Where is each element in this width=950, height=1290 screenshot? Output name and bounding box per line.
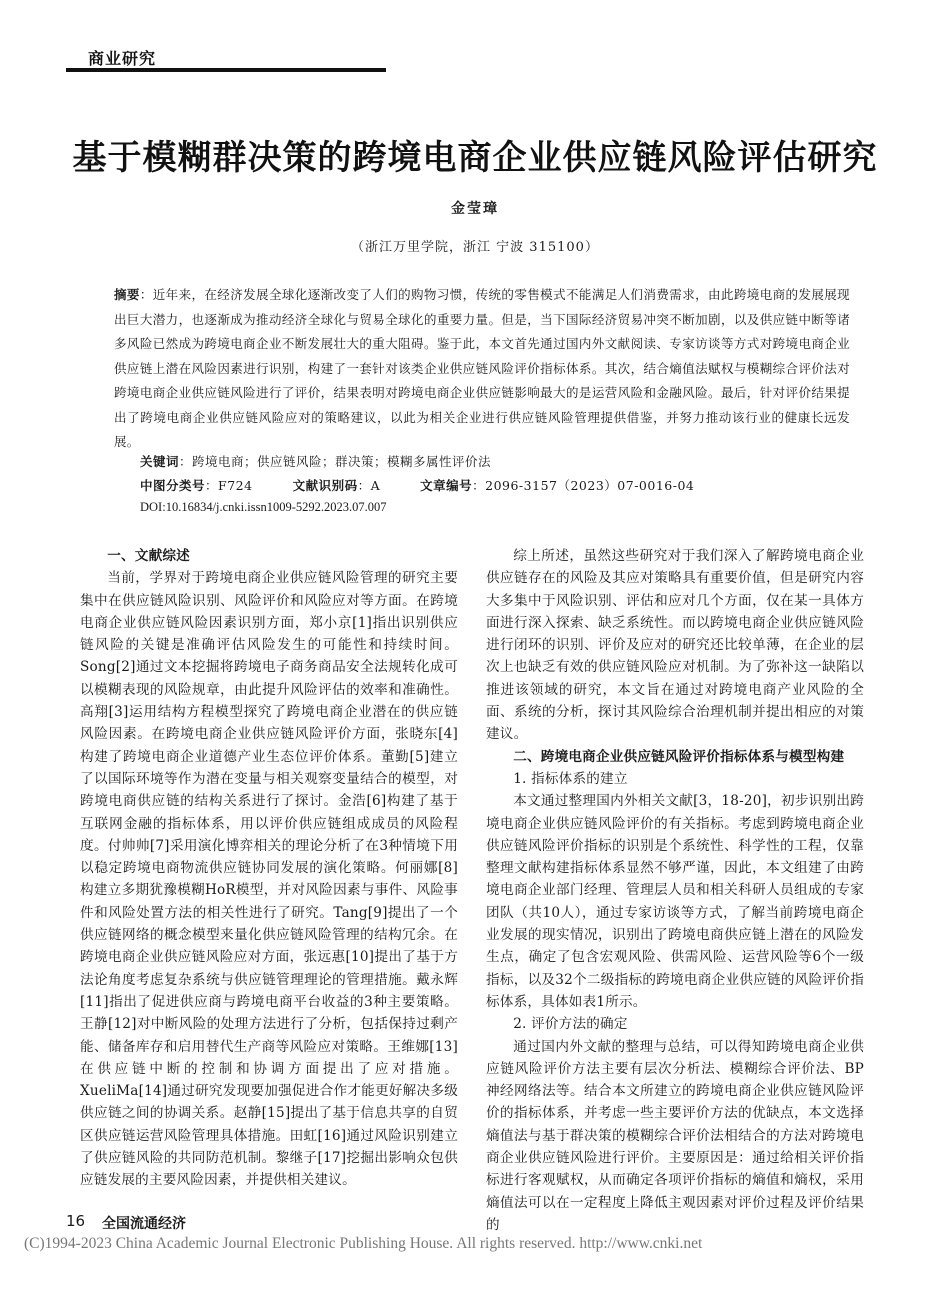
- journal-name: 全国流通经济: [102, 1216, 186, 1232]
- heading-indicator-system: 二、跨境电商企业供应链风险评价指标体系与模型构建: [513, 748, 845, 765]
- doi: DOI:10.16834/j.cnki.issn1009-5292.2023.07.007: [140, 500, 387, 514]
- artno-label: 文章编号: [420, 478, 473, 493]
- doccode-label: 文献识别码: [292, 478, 358, 493]
- article-title: 基于模糊群决策的跨境电商企业供应链风险评估研究: [72, 138, 878, 178]
- subheading-indicator: 1. 指标体系的建立: [513, 770, 628, 787]
- keywords: ：跨境电商；供应链风险；群决策；模糊多属性评价法: [179, 454, 492, 469]
- paragraph: 综上所述，虽然这些研究对于我们深入了解跨境电商企业供应链存在的风险及其应对策略具有重要价值，但是研究内容大多集中于风险识别、评估和应对几个方面，仅在某一具体方面进行深入探索、缺乏系统性。而以跨境电商企业供应链风险进行闭环的识别、评价及应对的研究还比较单薄，在企业的层次上也缺乏有效的供应链风险应对机制。为了弥补这一缺陷以推进该领域的研究，本文旨在通过对跨境电商产业风险的全面、系统的分析，探讨其风险综合治理机制并提出相应的对策建议。: [486, 548, 864, 743]
- affiliation: （浙江万里学院，浙江 宁波 315100）: [351, 240, 599, 255]
- keywords-label: 关键词: [140, 454, 180, 469]
- paragraph: 本文通过整理国内外相关文献[3，18-20]，初步识别出跨境电商企业供应链风险评价的有关指标。考虑到跨境电商企业供应链风险评价指标的识别是个系统性、科学性的工程，仅靠整理文献构建指标体系显然不够严谨，因此，本文组建了由跨境电商企业部门经理、管理层人员和相关科研人员组成的专家团队（共10人），通过专家访谈等方式，了解当前跨境电商企业发展的现实情况，识别出了跨境电商供应链上潜在的风险发生点，确定了包含宏观风险、供需风险、运营风险等6个一级指标，以及32个二级指标的跨境电商企业供应链的风险评价指标体系，具体如表1所示。: [486, 793, 864, 1010]
- section-rule: [66, 68, 386, 72]
- author: 金莹璋: [451, 201, 499, 217]
- subheading-method: 2. 评价方法的确定: [513, 1016, 628, 1033]
- paragraph: 当前，学界对于跨境电商企业供应链风险管理的研究主要集中在供应链风险识别、风险评价和风险应对等方面。在跨境电商企业供应链风险因素识别方面，郑小京[1]指出识别供应链风险的关键是准确评估风险发生的可能性和持续时间。Song[2]通过文本挖掘将跨境电子商务商品安全法规转化成可以模糊表现的风险规章，由此提升风险评估的效率和准确性。高翔[3]运用结构方程模型探究了跨境电商企业潜在的供应链风险因素。在跨境电商企业供应链风险评价方面，张晓东[4]构建了跨境电商企业道德产业生态位评价体系。董勤[5]建立了以国际环境等作为潜在变量与相关观察变量结合的模型，对跨境电商供应链的结构关系进行了探讨。金浩[6]构建了基于互联网金融的指标体系，用以评价供应链组成成员的风险程度。付帅帅[7]采用演化博弈相关的理论分析了在3种情境下用以稳定跨境电商物流供应链协同发展的演化策略。何丽娜[8]构建立多期犹豫模糊HoR模型，并对风险因素与事件、风险事件和风险处置方法的相关性进行了研究。Tang[9]提出了一个供应链网络的概念模型来量化供应链风险管理的结构冗余。在跨境电商企业供应链风险应对方面，张远惠[10]提出了基于方法论角度考虑复杂系统与供应链管理理论的管理措施。戴永辉[11]指出了促进供应商与跨境电商平台收益的3种主要策略。王静[12]对中断风险的处理方法进行了分析，包括保持过剩产能、储备库存和启用替代生产商等风险应对策略。王维娜[13]在供应链中断的控制和协调方面提出了应对措施。XueliMa[14]通过研究发现要加强促进合作才能更好解决多级供应链之间的协调关系。赵静[15]提出了基于信息共享的自贸区供应链运营风险管理具体措施。田虹[16]通过风险识别建立了供应链风险的共同防范机制。黎继子[17]挖掘出影响众包供应链发展的主要风险因素，并提供相关建议。: [80, 570, 458, 1189]
- keywords-row: [140, 452, 491, 470]
- abstract-text: ：近年来，在经济发展全球化逐渐改变了人们的购物习惯，传统的零售模式不能满足人们消费需求，由此跨境电商的发展展现出巨大潜力，也逐渐成为推动经济全球化与贸易全球化的重要力量。但是，当下国际经济贸易冲突不断加剧，以及供应链中断等诸多风险已然成为跨境电商企业不断发展壮大的重大阻碍。鉴于此，本文首先通过国内外文献阅读、专家访谈等方式对跨境电商企业供应链上潜在风险因素进行识别，构建了一套针对该类企业供应链风险评价指标体系。其次，结合熵值法赋权与模糊综合评价法对跨境电商企业供应链风险进行了评价，结果表明对跨境电商企业供应链影响最大的是运营风险和金融风险。最后，针对评价结果提出了跨境电商企业供应链风险应对的策略建议，以此为相关企业进行供应链风险管理提供借鉴，并努力推动该行业的健康长远发展。: [114, 287, 850, 449]
- clc-label: 中图分类号: [140, 478, 206, 493]
- clc-value: ：F724: [205, 478, 253, 493]
- heading-literature-review: 一、文献综述: [107, 548, 190, 564]
- left-column: [80, 545, 458, 1192]
- doccode-value: ：A: [357, 478, 381, 493]
- abstract: [114, 283, 850, 455]
- copyright: (C)1994-2023 China Academic Journal Electronic Publishing House. All rights reserved. http://www.cnki.net: [24, 1235, 703, 1252]
- abstract-label: 摘要: [114, 287, 140, 302]
- artno-value: ：2096-3157（2023）07-0016-04: [472, 478, 695, 493]
- paragraph: 通过国内外文献的整理与总结，可以得知跨境电商企业供应链风险评价方法主要有层次分析法、模糊综合评价法、BP神经网络法等。结合本文所建立的跨境电商企业供应链风险评价的指标体系，并考虑一些主要评价方法的优缺点，本文选择熵值法与基于群决策的模糊综合评价法相结合的方法对跨境电商企业供应链风险进行评价。主要原因是：通过给相关评价指标进行客观赋权，从而确定各项评价指标的熵值和熵权，采用熵值法可以在一定程度上降低主观因素对评价过程及评价结果的: [486, 1038, 864, 1233]
- right-column: [486, 545, 864, 1236]
- section-label: 商业研究: [88, 49, 157, 68]
- page-number: 16: [66, 1212, 86, 1230]
- classification-row: [140, 476, 694, 494]
